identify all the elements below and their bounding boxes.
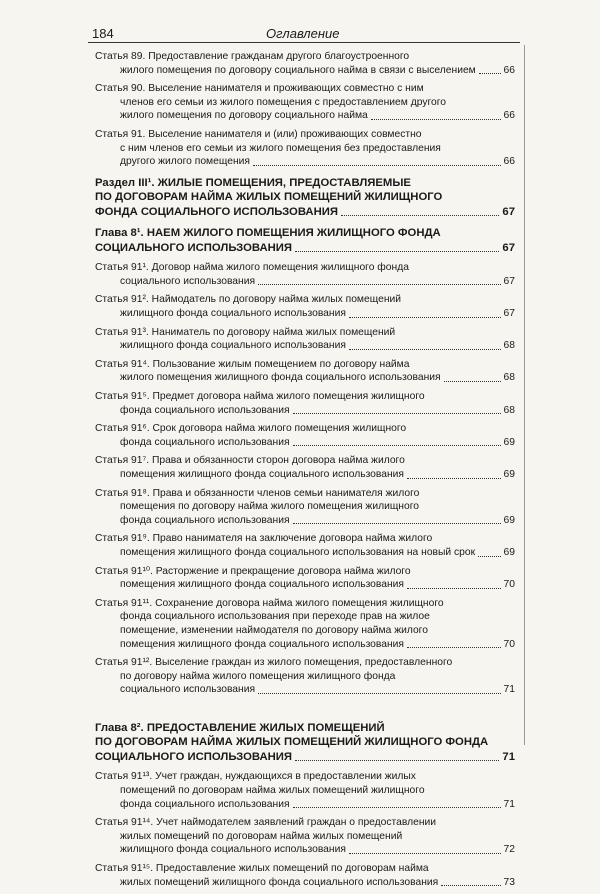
toc-line-text: жилых помещений по договорам найма жилых помещений xyxy=(120,830,403,842)
toc-line xyxy=(95,190,515,205)
toc-line xyxy=(95,307,515,321)
toc-line-text: членов его семьи из жилого помещения с предоставлением другого xyxy=(120,96,447,108)
toc-line-text: жилого помещения по договору социального найма в связи с выселением xyxy=(120,64,476,76)
toc-leader-dots xyxy=(349,853,501,854)
toc-line xyxy=(95,468,515,482)
toc-line xyxy=(95,82,515,96)
toc-line xyxy=(95,176,515,191)
toc-leader-dots xyxy=(293,445,501,446)
toc-line xyxy=(95,816,515,830)
toc-entry-article[interactable] xyxy=(95,422,515,449)
toc-entry-article[interactable] xyxy=(95,454,515,481)
header-rule xyxy=(88,42,520,43)
toc-leader-dots xyxy=(295,251,499,252)
toc-page-number: 67 xyxy=(502,205,515,218)
toc-line-text: фонда социального использования xyxy=(120,436,290,448)
toc-gap xyxy=(95,702,515,714)
toc-line xyxy=(95,241,515,256)
toc-page-number: 66 xyxy=(503,64,515,76)
toc-line-text: Раздел III¹. ЖИЛЫЕ ПОМЕЩЕНИЯ, ПРЕДОСТАВЛЯЕМЫЕ xyxy=(95,176,411,189)
toc-line-text: помещений по договорам найма жилых помещений жилищного xyxy=(120,784,425,796)
toc-line-text: Статья 90. Выселение нанимателя и проживающих совместно с ним xyxy=(95,83,424,95)
toc-line-text: Статья 91¹. Договор найма жилого помещения жилищного фонда xyxy=(95,262,409,274)
toc-leader-dots xyxy=(444,381,501,382)
toc-leader-dots xyxy=(407,478,501,479)
toc-entry-article[interactable] xyxy=(95,487,515,528)
toc-line xyxy=(95,205,515,220)
toc-line-text: ПО ДОГОВОРАМ НАЙМА ЖИЛЫХ ПОМЕЩЕНИЙ ЖИЛИЩНОГО xyxy=(95,191,443,204)
toc-page-number: 66 xyxy=(503,110,515,122)
toc-line-text: Статья 91¹³. Учет граждан, нуждающихся в предоставлении жилых xyxy=(95,771,416,783)
toc-entry-article[interactable] xyxy=(95,261,515,288)
toc-line xyxy=(95,390,515,404)
toc-line-text: Глава 8¹. НАЕМ ЖИЛОГО ПОМЕЩЕНИЯ ЖИЛИЩНОГО ФОНДА xyxy=(95,227,441,240)
toc-line-text: Статья 91¹⁰. Расторжение и прекращение договора найма жилого xyxy=(95,565,411,577)
toc-page-number: 68 xyxy=(503,372,515,384)
toc-line-text: жилищного фонда социального использования xyxy=(120,340,346,352)
toc-leader-dots xyxy=(293,413,501,414)
toc-line-text: Статья 89. Предоставление гражданам другого благоустроенного xyxy=(95,51,410,62)
toc-line-text: Статья 91⁴. Пользование жилым помещением по договору найма xyxy=(95,358,410,370)
toc-line xyxy=(95,436,515,450)
toc-line-text: с ним членов его семьи из жилого помещения без предоставления xyxy=(120,142,441,154)
toc-line-text: Глава 8². ПРЕДОСТАВЛЕНИЕ ЖИЛЫХ ПОМЕЩЕНИЙ xyxy=(95,721,385,734)
toc-line-text: Статья 91⁸. Права и обязанности членов семьи нанимателя жилого xyxy=(95,487,420,499)
toc-line xyxy=(95,514,515,528)
toc-line xyxy=(95,326,515,340)
toc-line-text: жилищного фонда социального использования xyxy=(120,844,346,856)
toc-entry-article[interactable] xyxy=(95,293,515,320)
toc-line xyxy=(95,422,515,436)
toc-line xyxy=(95,275,515,289)
page-edge-rule xyxy=(524,45,525,745)
toc-line-text: жилищного фонда социального использования xyxy=(120,308,346,320)
toc-line-text: социального использования xyxy=(120,684,256,696)
toc-entry-article[interactable] xyxy=(95,82,515,123)
toc-line xyxy=(95,862,515,876)
toc-line xyxy=(95,261,515,275)
toc-page-number: 69 xyxy=(503,468,515,480)
toc-line xyxy=(95,610,515,624)
toc-line xyxy=(95,735,515,750)
toc-page-number: 66 xyxy=(503,156,515,168)
toc-line xyxy=(95,683,515,697)
toc-leader-dots xyxy=(295,760,499,761)
toc-leader-dots xyxy=(293,523,501,524)
toc-line-text: Статья 91¹⁵. Предоставление жилых помещений по договорам найма xyxy=(95,862,429,874)
toc-line-text: Статья 91¹⁴. Учет наймодателем заявлений граждан о предоставлении xyxy=(95,817,437,829)
toc-line xyxy=(95,624,515,638)
toc-line-text: Статья 91⁹. Право нанимателя на заключение договора найма жилого xyxy=(95,533,433,545)
toc-line xyxy=(95,578,515,592)
toc-line-text: Статья 91¹¹. Сохранение договора найма жилого помещения жилищного xyxy=(95,597,444,609)
table-of-contents xyxy=(95,50,515,894)
toc-line-text: фонда социального использования xyxy=(120,404,290,416)
toc-line xyxy=(95,109,515,123)
toc-line-text: СОЦИАЛЬНОГО ИСПОЛЬЗОВАНИЯ xyxy=(95,241,293,254)
toc-leader-dots xyxy=(371,119,501,120)
toc-line xyxy=(95,142,515,156)
toc-line xyxy=(95,96,515,110)
toc-page-number: 70 xyxy=(503,579,515,591)
toc-leader-dots xyxy=(253,165,501,166)
toc-line-text: Статья 91⁵. Предмет договора найма жилого помещения жилищного xyxy=(95,391,425,402)
toc-line-text: помещения жилищного фонда социального использования xyxy=(120,579,404,591)
toc-entry-article[interactable] xyxy=(95,565,515,592)
toc-page-number: 67 xyxy=(503,275,515,287)
toc-line xyxy=(95,532,515,546)
running-title: Оглавление xyxy=(266,26,340,41)
toc-leader-dots xyxy=(349,317,501,318)
toc-entry-section[interactable] xyxy=(95,176,515,220)
toc-leader-dots xyxy=(479,73,501,74)
toc-line xyxy=(95,638,515,652)
toc-line xyxy=(95,565,515,579)
toc-entry-chapter[interactable] xyxy=(95,721,515,765)
toc-line-text: ПО ДОГОВОРАМ НАЙМА ЖИЛЫХ ПОМЕЩЕНИЙ ЖИЛИЩНОГО ФОНДА xyxy=(95,736,489,749)
toc-line-text: фонда социального использования xyxy=(120,798,290,810)
toc-line xyxy=(95,128,515,142)
toc-line xyxy=(95,597,515,611)
toc-entry-article[interactable] xyxy=(95,390,515,417)
toc-page-number: 73 xyxy=(503,876,515,888)
toc-line xyxy=(95,64,515,78)
toc-page-number: 72 xyxy=(503,844,515,856)
toc-line-text: фонда социального использования при переходе прав на жилое xyxy=(120,611,430,623)
toc-entry-article[interactable] xyxy=(95,50,515,77)
toc-line-text: фонда социального использования xyxy=(120,514,290,526)
toc-page-number: 71 xyxy=(503,684,515,696)
toc-line-text: СОЦИАЛЬНОГО ИСПОЛЬЗОВАНИЯ xyxy=(95,750,293,763)
toc-line xyxy=(95,50,515,64)
toc-page-number: 70 xyxy=(503,638,515,650)
toc-entry-article[interactable] xyxy=(95,326,515,353)
toc-page-number: 69 xyxy=(503,546,515,558)
toc-line-text: по договору найма жилого помещения жилищного фонда xyxy=(120,670,396,682)
toc-line-text: помещения жилищного фонда социального использования на новый срок xyxy=(120,546,476,558)
toc-page-number: 71 xyxy=(503,798,515,810)
toc-line xyxy=(95,293,515,307)
toc-entry-chapter[interactable] xyxy=(95,226,515,255)
toc-page-number: 68 xyxy=(503,340,515,352)
toc-entry-article[interactable] xyxy=(95,358,515,385)
toc-line-text: Статья 91³. Наниматель по договору найма жилых помещений xyxy=(95,326,396,338)
toc-line xyxy=(95,155,515,169)
toc-line-text: социального использования xyxy=(120,275,256,287)
toc-entry-article[interactable] xyxy=(95,597,515,651)
toc-line xyxy=(95,339,515,353)
toc-line-text: помещения жилищного фонда социального использования xyxy=(120,468,404,480)
toc-leader-dots xyxy=(258,693,500,694)
toc-line-text: помещения по договору найма жилого помещения жилищного xyxy=(120,501,419,513)
toc-line-text: жилого помещения по договору социального найма xyxy=(120,110,368,122)
toc-line xyxy=(95,454,515,468)
toc-line xyxy=(95,226,515,241)
toc-leader-dots xyxy=(407,588,501,589)
toc-line xyxy=(95,876,515,890)
toc-line xyxy=(95,546,515,560)
toc-page-number: 69 xyxy=(503,514,515,526)
toc-line-text: Статья 91. Выселение нанимателя и (или) проживающих совместно xyxy=(95,128,422,140)
toc-leader-dots xyxy=(341,215,499,216)
toc-entry-article[interactable] xyxy=(95,816,515,857)
toc-line xyxy=(95,500,515,514)
toc-page-number: 67 xyxy=(502,241,515,254)
toc-line xyxy=(95,830,515,844)
toc-entry-article[interactable] xyxy=(95,656,515,697)
toc-line xyxy=(95,750,515,765)
toc-entry-article[interactable] xyxy=(95,862,515,889)
toc-leader-dots xyxy=(441,885,500,886)
toc-line-text: Статья 91⁷. Права и обязанности сторон договора найма жилого xyxy=(95,455,405,467)
page-number: 184 xyxy=(92,26,114,41)
toc-leader-dots xyxy=(478,556,500,557)
toc-line xyxy=(95,798,515,812)
toc-line xyxy=(95,404,515,418)
toc-line-text: помещения жилищного фонда социального использования xyxy=(120,638,404,650)
toc-line-text: помещение, изменении наймодателя по договору найма жилого xyxy=(120,624,428,636)
toc-line xyxy=(95,371,515,385)
toc-line-text: ФОНДА СОЦИАЛЬНОГО ИСПОЛЬЗОВАНИЯ xyxy=(95,205,338,218)
toc-line-text: жилых помещений жилищного фонда социального использования xyxy=(120,876,439,888)
toc-entry-article[interactable] xyxy=(95,532,515,559)
toc-entry-article[interactable] xyxy=(95,770,515,811)
toc-line xyxy=(95,843,515,857)
toc-line xyxy=(95,656,515,670)
toc-line-text: Статья 91². Наймодатель по договору найма жилых помещений xyxy=(95,294,402,306)
toc-leader-dots xyxy=(349,349,501,350)
page-header xyxy=(88,24,520,44)
toc-page-number: 68 xyxy=(503,404,515,416)
toc-line-text: Статья 91⁶. Срок договора найма жилого помещения жилищного xyxy=(95,423,407,435)
toc-line-text: Статья 91¹². Выселение граждан из жилого помещения, предоставленного xyxy=(95,657,453,669)
toc-page-number: 69 xyxy=(503,436,515,448)
toc-leader-dots xyxy=(407,647,501,648)
toc-line xyxy=(95,721,515,736)
toc-line-text: другого жилого помещения xyxy=(120,156,250,168)
toc-line xyxy=(95,670,515,684)
toc-entry-article[interactable] xyxy=(95,128,515,169)
toc-leader-dots xyxy=(258,284,500,285)
toc-leader-dots xyxy=(293,807,501,808)
toc-page-number: 71 xyxy=(502,750,515,763)
toc-line-text: жилого помещения жилищного фонда социального использования xyxy=(120,372,441,384)
toc-line xyxy=(95,784,515,798)
toc-page-number: 67 xyxy=(503,308,515,320)
toc-line xyxy=(95,358,515,372)
toc-line xyxy=(95,487,515,501)
toc-line xyxy=(95,770,515,784)
